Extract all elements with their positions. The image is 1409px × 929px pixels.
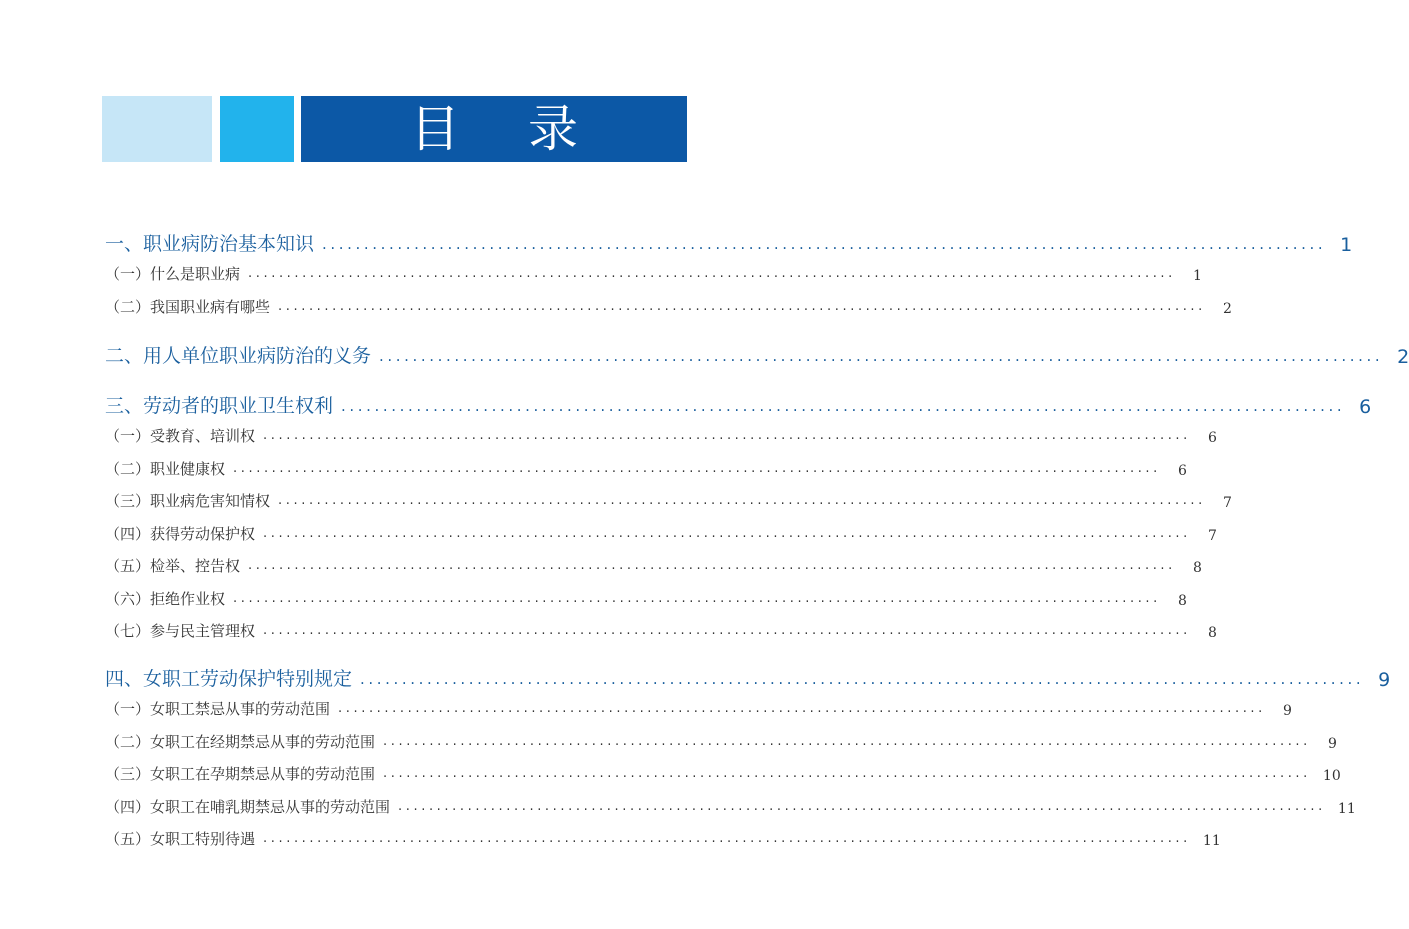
toc-section-label: 一、职业病防治基本知识 (105, 233, 315, 255)
toc-page-number: 9 (1327, 735, 1337, 752)
toc-page-number: 8 (1177, 592, 1187, 609)
toc-page-number: 11 (1337, 800, 1356, 817)
toc-section-label: 四、女职工劳动保护特别规定 (105, 668, 353, 690)
toc-section-1[interactable] (105, 230, 1353, 256)
toc-entry-3-4[interactable] (105, 522, 1217, 544)
toc-leader-dots: ........................................................................................................................ (398, 798, 1326, 814)
toc-entry-label: （五）检举、控告权 (105, 557, 241, 575)
toc-entry-label: （三）职业病危害知情权 (105, 492, 271, 510)
page-title: 目 录 (410, 100, 604, 158)
toc-entry-label: （六）拒绝作业权 (105, 589, 226, 608)
toc-page-number: 8 (1207, 625, 1217, 641)
toc-entry-3-5[interactable] (105, 554, 1202, 576)
toc-leader-dots: ........................................................................................................................ (360, 670, 1365, 688)
toc-entry-4-4[interactable] (105, 795, 1356, 817)
toc-leader-dots: ........................................................................................................................ (233, 590, 1161, 606)
toc-leader-dots: ........................................................................................................................ (278, 493, 1206, 508)
header-cyan-block (220, 96, 294, 162)
toc-section-label: 二、用人单位职业病防治的义务 (105, 345, 372, 367)
toc-page-number: 7 (1222, 495, 1232, 511)
toc-entry-label: （四）女职工在哺乳期禁忌从事的劳动范围 (105, 797, 391, 816)
toc-entry-3-6[interactable] (105, 587, 1187, 609)
toc-page-number: 11 (1202, 833, 1221, 849)
toc-page-number: 8 (1192, 560, 1202, 576)
toc-entry-3-3[interactable] (105, 489, 1232, 511)
toc-leader-dots: ........................................................................................................................ (263, 525, 1191, 541)
toc-leader-dots: ........................................................................................................................ (263, 623, 1191, 638)
toc-entry-label: （三）女职工在孕期禁忌从事的劳动范围 (105, 765, 376, 783)
toc-leader-dots: ........................................................................................................................ (263, 428, 1191, 443)
toc-section-3[interactable] (105, 392, 1372, 418)
toc-entry-4-5[interactable] (105, 827, 1221, 849)
toc-entry-label: （五）女职工特别待遇 (105, 830, 256, 848)
toc-entry-4-2[interactable] (105, 730, 1337, 752)
toc-entry-label: （七）参与民主管理权 (105, 622, 256, 640)
toc-page-number: 2 (1222, 300, 1232, 317)
toc-leader-dots: ........................................................................................................................ (338, 701, 1266, 716)
toc-entry-3-7[interactable] (105, 619, 1217, 641)
toc-entry-label: （一）女职工禁忌从事的劳动范围 (105, 700, 331, 718)
toc-page-number: 7 (1207, 527, 1217, 544)
toc-page-number: 10 (1322, 768, 1341, 784)
toc-entry-label: （二）我国职业病有哪些 (105, 297, 271, 316)
toc-leader-dots: ........................................................................................................................ (322, 235, 1327, 253)
toc-page-number: 6 (1207, 430, 1217, 446)
toc-leader-dots: ........................................................................................................................ (379, 347, 1384, 365)
toc-leader-dots: ........................................................................................................................ (383, 733, 1311, 749)
header-light-block (102, 96, 212, 162)
toc-page-number: 6 (1177, 462, 1187, 479)
toc-leader-dots: ........................................................................................................................ (233, 460, 1161, 476)
toc-page-number: 2 (1397, 346, 1409, 368)
toc-entry-label: （一）受教育、培训权 (105, 427, 256, 445)
toc-section-4[interactable] (105, 665, 1391, 691)
toc-entry-label: （二）女职工在经期禁忌从事的劳动范围 (105, 732, 376, 751)
toc-page-number: 9 (1282, 703, 1292, 719)
toc-entry-label: （四）获得劳动保护权 (105, 524, 256, 543)
toc-section-label: 三、劳动者的职业卫生权利 (105, 395, 334, 417)
toc-leader-dots: ........................................................................................................................ (383, 766, 1311, 781)
toc-leader-dots: ........................................................................................................................ (248, 266, 1176, 281)
toc-entry-4-1[interactable] (105, 697, 1292, 719)
toc-entry-label: （二）职业健康权 (105, 459, 226, 478)
toc-entry-1-1[interactable] (105, 262, 1202, 284)
toc-entry-4-3[interactable] (105, 762, 1341, 784)
toc-leader-dots: ........................................................................................................................ (248, 558, 1176, 573)
toc-leader-dots: ........................................................................................................................ (263, 831, 1191, 846)
toc-page-number: 6 (1359, 396, 1372, 418)
toc-page-number: 1 (1340, 234, 1353, 256)
toc-entry-label: （一）什么是职业病 (105, 265, 241, 283)
toc-leader-dots: ........................................................................................................................ (341, 397, 1346, 415)
toc-entry-1-2[interactable] (105, 295, 1232, 317)
toc-page-number: 1 (1192, 268, 1202, 284)
toc-section-2[interactable] (105, 342, 1409, 368)
toc-page-number: 9 (1378, 669, 1391, 691)
toc-leader-dots: ........................................................................................................................ (278, 298, 1206, 314)
toc-entry-3-2[interactable] (105, 457, 1187, 479)
toc-entry-3-1[interactable] (105, 424, 1217, 446)
